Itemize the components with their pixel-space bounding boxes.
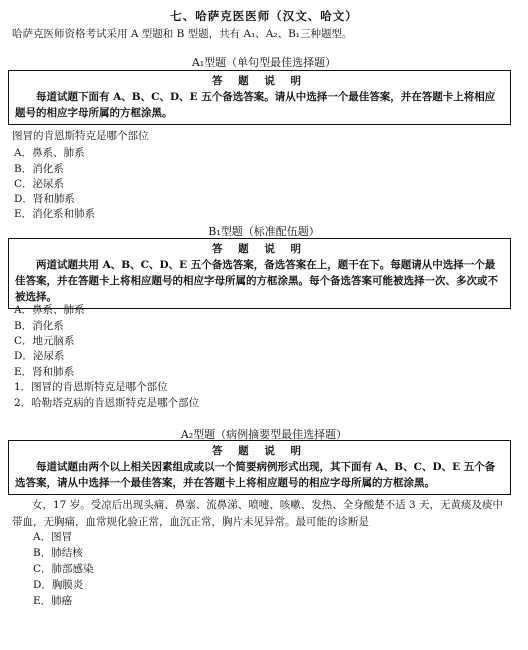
b1-box-title: 答 题 说 明 — [212, 243, 307, 255]
intro-text: 哈萨克医师资格考试采用 A 型题和 B 型题，共有 A₁、A₂、B₁三种题型。 — [12, 28, 353, 40]
a2-box-title: 答 题 说 明 — [212, 445, 307, 457]
a1-heading: A₁型题（单句型最佳选择题） — [191, 56, 337, 69]
a2-option-d: D．胸膜炎 — [33, 579, 84, 591]
a1-question: 图冒的肯恩斯特克是哪个部位 — [12, 130, 149, 142]
a1-box-title: 答 题 说 明 — [212, 75, 307, 87]
b1-option-e: E．肾和肺系 — [14, 366, 75, 378]
b1-question-2: 2．哈勒塔克病的肯恩斯特克是哪个部位 — [14, 397, 200, 409]
a1-option-c: C．泌尿系 — [14, 178, 65, 190]
a2-option-e: E．肺癌 — [33, 595, 73, 607]
a2-case-text: 女，17 岁。受凉后出现头痛、鼻塞、流鼻涕、喷嚏、咳嗽、发热、全身酸楚不适 3 天，无黄痰及痰中带血，无胸痛，血常规化验正常，血沉正常，胸片未见异常。最可能的诊断是 — [12, 499, 504, 528]
a2-option-c: C．肺部感染 — [33, 563, 94, 575]
b1-question-1: 1．图冒的肯恩斯特克是哪个部位 — [14, 381, 168, 393]
b1-option-a: A．鼻系、肺系 — [14, 304, 85, 316]
b1-box-text: 两道试题共用 A、B、C、D、E 五个备选答案，备选答案在上，题干在下。每题请从中选择一个最佳答案，并在答题卡上将相应题号的相应字母所属的方框涂黑。每个备选答案可能被选择一次、多次或不被选择。 — [15, 259, 498, 303]
b1-option-b: B．消化系 — [14, 320, 64, 332]
a1-option-d: D．肾和肺系 — [14, 193, 75, 205]
a2-heading: A₂型题（病例摘要型最佳选择题） — [180, 428, 348, 441]
a1-option-e: E．消化系和肺系 — [14, 208, 96, 220]
b1-heading: B₁型题（标准配伍题） — [208, 225, 320, 238]
a2-instructions-box — [8, 440, 511, 495]
b1-instructions-box — [8, 238, 511, 309]
a1-option-b: B．消化系 — [14, 163, 64, 175]
a2-option-a: A．图冒 — [33, 531, 73, 543]
b1-option-d: D．泌尿系 — [14, 350, 65, 362]
a1-instructions-box — [8, 70, 511, 125]
page-title: 七、哈萨克医医师（汉文、哈文） — [170, 9, 358, 23]
a2-option-b: B．肺结核 — [33, 547, 83, 559]
a1-option-a: A．鼻系、肺系 — [14, 147, 85, 159]
b1-option-c: C．地元脑系 — [14, 335, 75, 347]
a1-box-text: 每道试题下面有 A、B、C、D、E 五个备选答案。请从中选择一个最佳答案，并在答题卡上将相应题号的相应字母所属的方框涂黑。 — [15, 91, 496, 119]
a2-box-text: 每道试题由两个以上相关因素组成或以一个简要病例形式出现，其下面有 A、B、C、D、E 五个备选答案，请从中选择一个最佳答案，并在答题卡上将相应题号的相应字母所属的方框涂黑。 — [15, 461, 496, 489]
